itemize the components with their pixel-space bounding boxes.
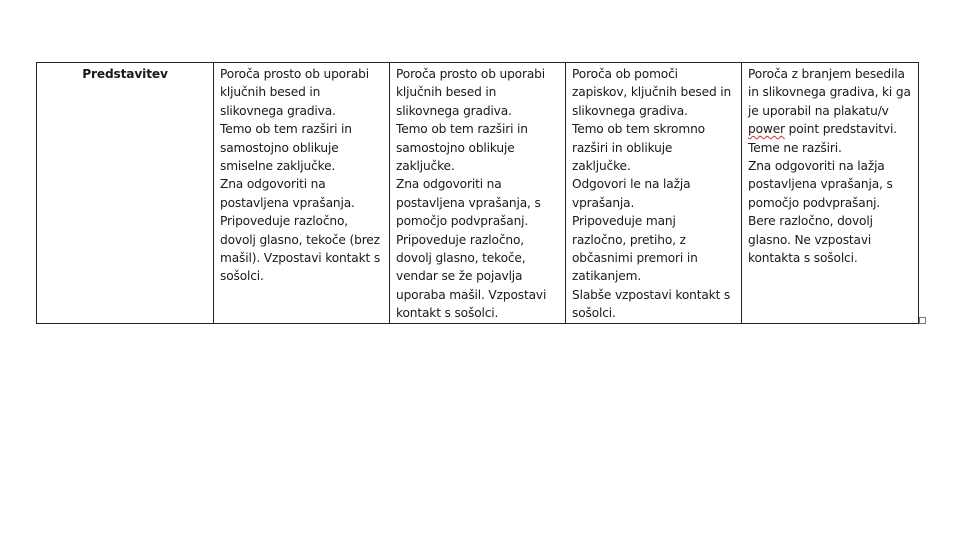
- level-cell-1[interactable]: [214, 63, 390, 324]
- cell-text-line: sošolci.: [220, 269, 264, 284]
- cell-text-line: glasno. Ne vzpostavi: [748, 232, 872, 247]
- cell-text-line: razločno, pretiho, z: [572, 232, 686, 247]
- cell-text-line: zaključke.: [396, 159, 455, 174]
- cell-text-line: kontakta s sošolci.: [748, 251, 858, 266]
- cell-text-line: kontakt s sošolci.: [396, 306, 499, 321]
- cell-text-line: pomočjo podvprašanj.: [748, 195, 881, 210]
- cell-text-line: slikovnega gradiva.: [220, 103, 336, 118]
- cell-text-line: Poroča prosto ob uporabi: [220, 67, 369, 81]
- spell-error-word[interactable]: power: [748, 122, 785, 137]
- cell-text-line: Slabše vzpostavi kontakt s: [572, 287, 731, 302]
- level-cell-4[interactable]: [742, 63, 919, 324]
- cell-text-line: Poroča ob pomoči: [572, 67, 678, 81]
- cell-text-line: Temo ob tem razširi in: [220, 122, 352, 137]
- cell-text-line: postavljena vprašanja, s: [396, 195, 541, 210]
- cell-text-line: Bere razločno, dovolj: [748, 214, 873, 229]
- cell-text-line: sošolci.: [572, 306, 616, 321]
- cell-text-line: razširi in oblikuje: [572, 140, 673, 155]
- cell-text-line: občasnimi premori in: [572, 251, 698, 266]
- cell-text-line: Pripoveduje manj: [572, 214, 676, 229]
- cell-text-line: in slikovnega gradiva, ki ga: [748, 85, 911, 100]
- cell-text-line: ključnih besed in: [396, 85, 497, 100]
- cell-text-line: samostojno oblikuje: [220, 140, 339, 155]
- cell-text-line: dovolj glasno, tekoče (brez: [220, 232, 380, 247]
- cell-text-line: Zna odgovoriti na: [220, 177, 326, 192]
- cell-text-line: vprašanja.: [572, 195, 635, 210]
- cell-text-line: uporaba mašil. Vzpostavi: [396, 287, 547, 302]
- cell-text-line: Pripoveduje razločno,: [220, 214, 348, 229]
- cell-text-line: Temo ob tem razširi in: [396, 122, 528, 137]
- cell-text-line: Zna odgovoriti na: [396, 177, 502, 192]
- cell-text-line: Teme ne razširi.: [748, 140, 842, 155]
- cell-text-line: smiselne zaključke.: [220, 159, 336, 174]
- cell-text-line: power point predstavitvi.: [748, 122, 897, 137]
- cell-text-line: slikovnega gradiva.: [396, 103, 512, 118]
- cell-text-line: Poroča z branjem besedila: [748, 67, 905, 81]
- rubric-table: [36, 62, 919, 324]
- cell-text-line: pomočjo podvprašanj.: [396, 214, 529, 229]
- cell-text-line: postavljena vprašanja.: [220, 195, 355, 210]
- cell-text-line: Poroča prosto ob uporabi: [396, 67, 545, 81]
- cell-text-line: Odgovori le na lažja: [572, 177, 691, 192]
- cell-text-line: Temo ob tem skromno: [572, 122, 705, 137]
- cell-text-line: zatikanjem.: [572, 269, 642, 284]
- cell-text-line: dovolj glasno, tekoče,: [396, 251, 526, 266]
- cell-text-line: zaključke.: [572, 159, 631, 174]
- level-cell-2[interactable]: [390, 63, 566, 324]
- criterion-label: Predstavitev: [82, 67, 168, 81]
- cell-text-line: vendar se že pojavlja: [396, 269, 523, 284]
- criterion-cell[interactable]: [37, 63, 214, 324]
- cell-text-line: postavljena vprašanja, s: [748, 177, 893, 192]
- cell-text-line: je uporabil na plakatu/v: [748, 103, 889, 118]
- cell-text-line: ključnih besed in: [220, 85, 321, 100]
- table-row: [37, 63, 919, 324]
- cell-text-line: zapiskov, ključnih besed in: [572, 85, 732, 100]
- level-cell-3[interactable]: [566, 63, 742, 324]
- cell-text-line: slikovnega gradiva.: [572, 103, 688, 118]
- cell-text-line: mašil). Vzpostavi kontakt s: [220, 251, 381, 266]
- table-resize-handle[interactable]: [919, 317, 926, 324]
- cell-text-line: samostojno oblikuje: [396, 140, 515, 155]
- cell-text-line: Pripoveduje razločno,: [396, 232, 524, 247]
- cell-text-line: Zna odgovoriti na lažja: [748, 159, 885, 174]
